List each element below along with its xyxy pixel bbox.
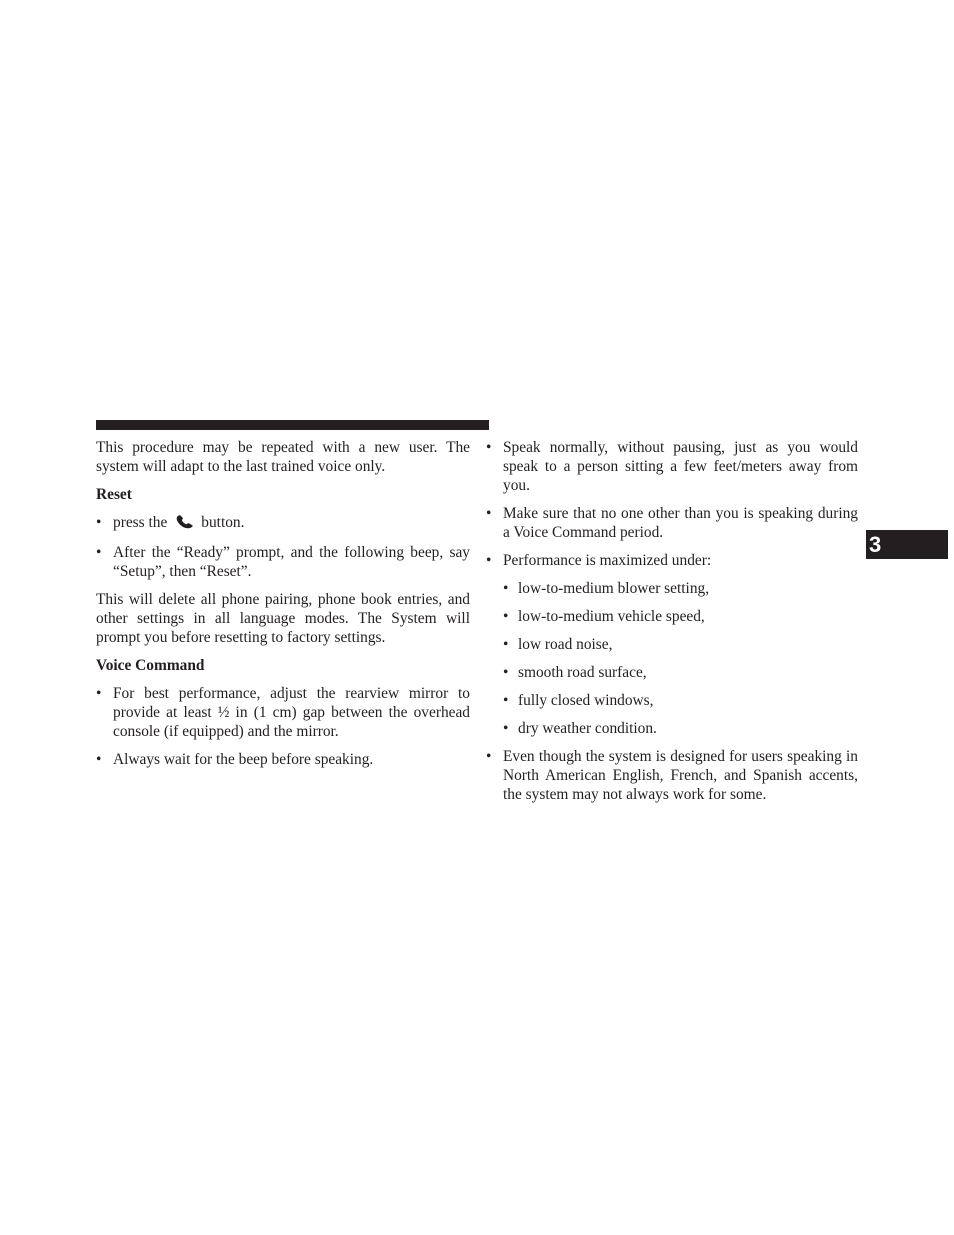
bullet-dot: • <box>486 505 492 522</box>
after-ready-text: After the “Ready” prompt, and the following beep, say “Setup”, then “Reset”. <box>113 544 470 580</box>
sub-item-text: fully closed windows, <box>518 692 654 709</box>
sub-list-item <box>486 635 858 654</box>
list-item <box>486 747 858 804</box>
wait-beep-text: Always wait for the beep before speaking. <box>113 751 374 768</box>
list-item <box>96 684 470 741</box>
press-prefix: press the <box>113 514 168 531</box>
list-item <box>486 438 858 495</box>
list-item <box>486 504 858 542</box>
bullet-dot: • <box>503 580 509 597</box>
bullet-dot: • <box>96 751 102 768</box>
sub-item-text: smooth road surface, <box>518 664 647 681</box>
reset-heading: Reset <box>96 486 132 503</box>
intro-paragraph: This procedure may be repeated with a new user. The system will adapt to the last trained voice only. <box>96 439 470 475</box>
sub-list-item <box>486 719 858 738</box>
bullet-dot: • <box>503 720 509 737</box>
chapter-number: 3 <box>869 532 882 557</box>
sub-item-text: low-to-medium vehicle speed, <box>518 608 705 625</box>
accents-text: Even though the system is designed for users speaking in North American English, French, and Spanish accents, the system may not always work for some. <box>503 748 858 803</box>
phone-icon <box>175 515 195 534</box>
no-one-else-text: Make sure that no one other than you is speaking during a Voice Command period. <box>503 505 858 541</box>
bullet-dot: • <box>503 636 509 653</box>
voice-command-heading: Voice Command <box>96 657 205 674</box>
bullet-dot: • <box>503 664 509 681</box>
sub-item-text: dry weather condition. <box>518 720 657 737</box>
mirror-tip-text: For best performance, adjust the rearview mirror to provide at least ½ in (1 cm) gap between the overhead console (if equipped) and the mirror. <box>113 685 470 740</box>
delete-note-paragraph: This will delete all phone pairing, phone book entries, and other settings in all language modes. The System will prompt you before resetting to factory settings. <box>96 591 470 646</box>
list-item <box>96 750 470 769</box>
bullet-dot: • <box>486 439 492 456</box>
sub-item-text: low-to-medium blower setting, <box>518 580 710 597</box>
sub-list-item <box>486 579 858 598</box>
list-item <box>96 513 470 534</box>
bullet-dot: • <box>96 514 102 531</box>
bullet-dot: • <box>486 552 492 569</box>
bullet-dot: • <box>503 608 509 625</box>
list-item <box>486 551 858 570</box>
sub-list-item <box>486 607 858 626</box>
performance-text: Performance is maximized under: <box>503 552 712 569</box>
sub-item-text: low road noise, <box>518 636 613 653</box>
right-column <box>486 438 858 804</box>
bullet-dot: • <box>96 685 102 702</box>
list-item <box>96 543 470 581</box>
bullet-dot: • <box>486 748 492 765</box>
section-rule <box>96 420 489 430</box>
bullet-dot: • <box>503 692 509 709</box>
left-column <box>96 438 470 769</box>
bullet-dot: • <box>96 544 102 561</box>
speak-normally-text: Speak normally, without pausing, just as you would speak to a person sitting a few feet/meters away from you. <box>503 439 858 494</box>
sub-list-item <box>486 663 858 682</box>
press-suffix: button. <box>201 514 245 531</box>
sub-list-item <box>486 691 858 710</box>
chapter-tab <box>866 530 948 559</box>
